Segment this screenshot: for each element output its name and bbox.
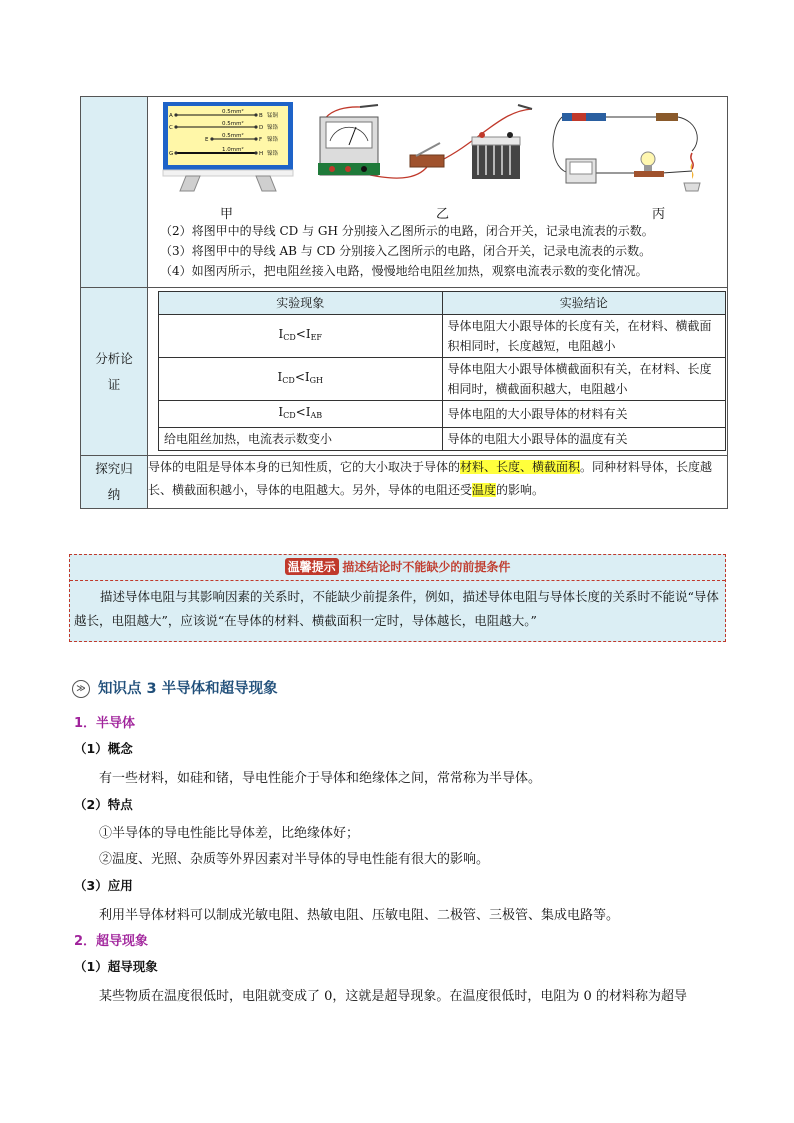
analysis-label-line2: 证	[107, 376, 121, 392]
wire-d-label: D	[259, 125, 264, 131]
circuit-figure-bing	[552, 101, 720, 201]
superconductivity-text: 某些物质在温度很低时，电阻就变成了 0，这就是超导现象。在温度很低时，电阻为 0 的材料称为超导	[99, 989, 687, 1004]
wire-a-label: A	[169, 113, 173, 119]
wire-b-label: B	[259, 113, 263, 119]
wire-ef-material: 镍铬	[267, 137, 279, 143]
tip-title: 描述结论时不能缺少的前提条件	[342, 560, 511, 574]
step-4: （4）如图丙所示，把电阻丝接入电路，慢慢地给电阻丝加热，观察电流表示数的变化情况。	[160, 264, 648, 278]
comparison-op: <I	[294, 370, 310, 384]
table-row	[159, 315, 726, 358]
conclusion-cell: 导体的电阻大小跟导体的温度有关	[442, 428, 726, 451]
phenomenon-cell: 给电阻丝加热，电流表示数变小	[159, 428, 443, 451]
current-sub: AB	[310, 411, 323, 420]
applications-text: 利用半导体材料可以制成光敏电阻、热敏电阻、压敏电阻、二极管、三极管、集成电路等。	[99, 908, 620, 923]
current-symbol: I	[277, 370, 283, 384]
section-semiconductor-title: 1．半导体	[74, 716, 136, 731]
highlighted-temperature: 温度	[472, 483, 497, 497]
summary-row	[81, 456, 728, 509]
step-3: （3）将图甲中的导线 AB 与 CD 分别接入乙图所示的电路，闭合开关，记录电流表的示数。	[160, 244, 652, 258]
circuit-figure-yi	[300, 101, 544, 201]
wire-gh-area: 1.0mm²	[222, 147, 244, 153]
section-superconductor-title: 2．超导现象	[74, 934, 149, 949]
current-sub: CD	[283, 411, 296, 420]
knowledge-point-heading	[72, 677, 278, 698]
feature-1: ①半导体的导电性能比导体差，比绝缘体好；	[99, 826, 360, 841]
comparison-op: <I	[295, 405, 311, 419]
double-chevron-icon: ≫	[72, 680, 90, 698]
wire-cd-material: 镍铬	[267, 125, 279, 131]
analysis-row	[81, 288, 728, 456]
phenomenon-cell	[159, 358, 443, 401]
wire-e-label: E	[205, 137, 209, 143]
wire-ab-material: 锰铜	[267, 113, 279, 119]
wire-cd-area: 0.5mm²	[222, 121, 244, 127]
tip-title-line	[70, 558, 725, 578]
current-symbol: I	[278, 405, 284, 419]
current-sub: EF	[310, 333, 322, 342]
procedure-steps	[148, 221, 654, 281]
summary-part: 。同种材料导体，长度越长、横截面积越小，导体的电阻越大。另外，导体的电阻还受	[148, 460, 713, 497]
current-sub: CD	[282, 376, 295, 385]
figure-label-bing: 丙	[652, 207, 666, 222]
wire-h-label: H	[259, 151, 264, 157]
summary-label-line2: 纳	[107, 487, 121, 502]
tip-box	[69, 554, 726, 642]
procedure-row	[81, 97, 728, 288]
experiment-table	[80, 96, 728, 509]
procedure-content	[148, 97, 728, 288]
concept-text: 有一些材料，如硅和锗，导电性能介于导体和绝缘体之间，常常称为半导体。	[99, 771, 542, 786]
summary-label-line1: 探究归	[95, 461, 133, 476]
analysis-header-row	[159, 292, 726, 315]
analysis-label-line1: 分析论	[95, 350, 133, 366]
phenomenon-cell	[159, 401, 443, 428]
procedure-label-cell	[81, 97, 148, 288]
tip-divider	[70, 580, 725, 581]
current-sub: CD	[283, 333, 296, 342]
conclusion-cell: 导体电阻大小跟导体横截面积有关，在材料、长度相同时，横截面积越大，电阻越小	[442, 358, 726, 401]
analysis-table	[158, 291, 726, 451]
comparison-op: <I	[295, 327, 311, 341]
wire-ab-area: 0.5mm²	[222, 109, 244, 115]
figure-label-yi: 乙	[436, 207, 450, 222]
phenomenon-cell	[159, 315, 443, 358]
tip-body: 描述导体电阻与其影响因素的关系时，不能缺少前提条件，例如，描述导体电阻与导体长度的关系时不能说“导体越长，电阻越大”，应该说“在导体的材料、横截面积一定时，导体越长，电阻越大。”	[74, 589, 719, 628]
table-row	[159, 401, 726, 428]
current-symbol: I	[278, 327, 284, 341]
wire-g-label: G	[169, 151, 174, 157]
subsection-superconductivity: （1）超导现象	[74, 959, 158, 974]
conclusion-cell: 导体电阻的大小跟导体的材料有关	[442, 401, 726, 428]
current-sub: GH	[309, 376, 323, 385]
wire-c-label: C	[169, 125, 173, 131]
subsection-applications: （3）应用	[74, 878, 133, 893]
figure-label-jia: 甲	[220, 207, 234, 222]
wire-f-label: F	[259, 137, 263, 143]
table-row	[159, 428, 726, 451]
feature-2: ②温度、光照、杂质等外界因素对半导体的导电性能有很大的影响。	[99, 852, 490, 867]
subsection-concept: （1）概念	[74, 741, 133, 756]
analysis-content	[148, 288, 728, 456]
header-conclusion: 实验结论	[442, 292, 726, 315]
wire-board-figure	[162, 101, 294, 201]
figure-strip	[148, 97, 727, 287]
subsection-features: （2）特点	[74, 797, 133, 812]
analysis-label	[81, 288, 148, 456]
header-phenomenon: 实验现象	[159, 292, 443, 315]
summary-part: 的影响。	[496, 483, 545, 497]
wire-ef-area: 0.5mm²	[222, 133, 244, 139]
step-2: （2）将图甲中的导线 CD 与 GH 分别接入乙图所示的电路，闭合开关，记录电流表的示数。	[160, 224, 654, 238]
highlighted-factors: 材料、长度、横截面积	[460, 460, 581, 474]
summary-label	[81, 456, 148, 509]
table-row	[159, 358, 726, 401]
tip-badge: 温馨提示	[285, 558, 339, 575]
conclusion-cell: 导体电阻大小跟导体的长度有关，在材料、横截面积相同时，长度越短，电阻越小	[442, 315, 726, 358]
summary-text	[148, 456, 728, 509]
summary-part: 导体的电阻是导体本身的已知性质，它的大小取决于导体的	[148, 460, 461, 474]
knowledge-point-title: 知识点 3 半导体和超导现象	[98, 681, 278, 697]
wire-gh-material: 镍铬	[267, 151, 279, 157]
